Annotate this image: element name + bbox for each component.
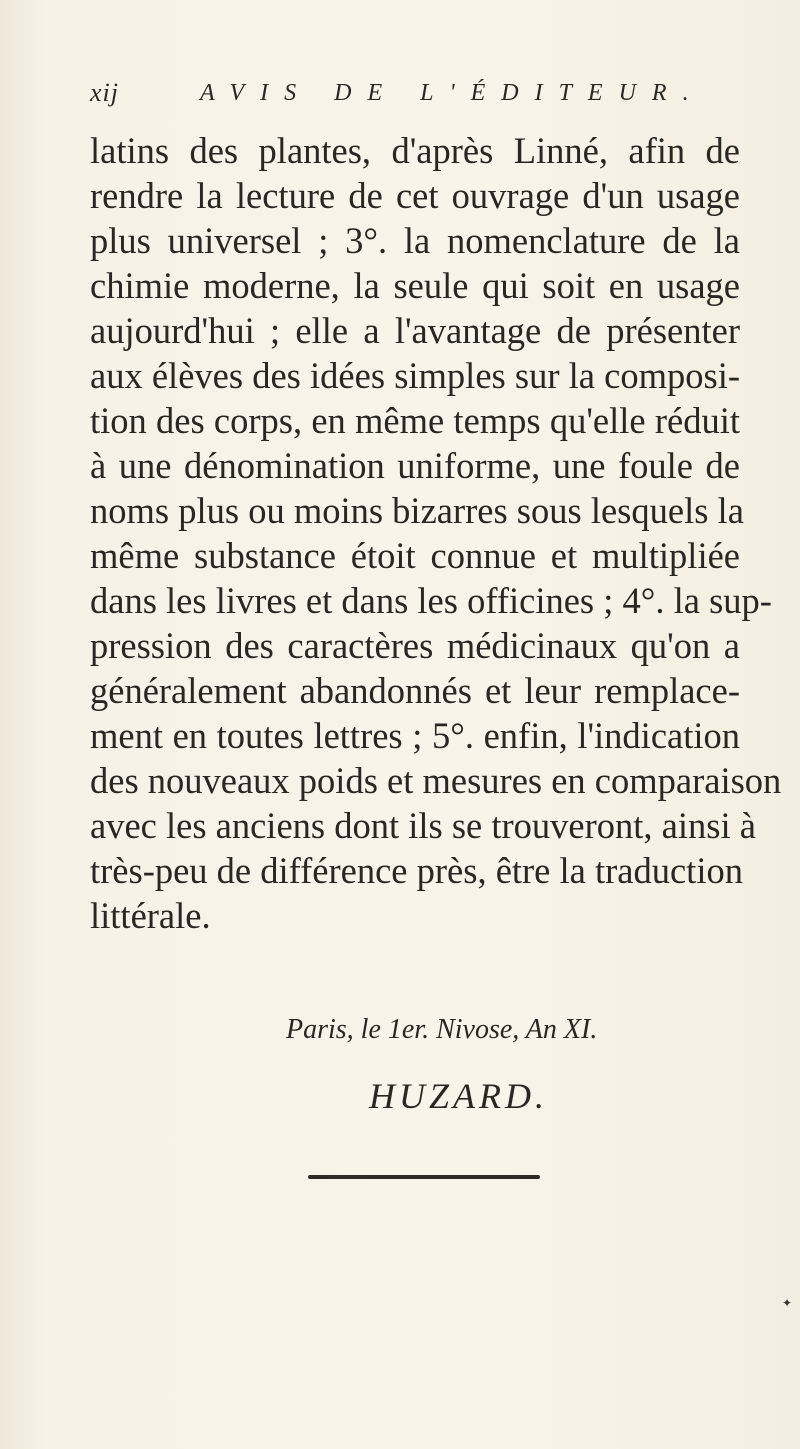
text-line: avec les anciens dont ils se trouveront, ainsi à [90,805,756,846]
text-line: même substance étoit connue et multipliée [90,535,740,576]
text-line: des nouveaux poids et mesures en comparaison [90,760,782,801]
page-number: xij [90,78,119,107]
text-line: ment en toutes lettres ; 5°. enfin, l'indication [90,715,740,756]
text-line: très-peu de différence près, être la traduction [90,850,743,891]
divider-rule [308,1175,540,1179]
text-line: à une dénomination uniforme, une foule de [90,445,740,486]
dateline: Paris, le 1er. Nivose, An XI. [286,1014,598,1045]
text-line: plus universel ; 3°. la nomenclature de la [90,220,740,261]
text-line: noms plus ou moins bizarres sous lesquels la [90,490,744,531]
text-line: aujourd'hui ; elle a l'avantage de présenter [90,310,740,351]
signature: HUZARD. [369,1076,548,1116]
text-line: aux élèves des idées simples sur la composi- [90,355,740,396]
text-line: généralement abandonnés et leur remplace- [90,670,740,711]
text-line: rendre la lecture de cet ouvrage d'un usage [90,175,740,216]
running-title: AVIS DE L'ÉDITEUR. [200,80,705,106]
body-text [90,128,782,938]
text-line: pression des caractères médicinaux qu'on a [90,625,740,666]
text-line: latins des plantes, d'après Linné, afin de [90,130,740,171]
text-line-last: littérale. [90,895,211,936]
fleuron-icon: ✦ [782,1296,793,1310]
text-line: tion des corps, en même temps qu'elle réduit [90,400,740,441]
page-header [90,78,730,118]
text-line: dans les livres et dans les officines ; 4°. la sup- [90,580,772,621]
text-line: chimie moderne, la seule qui soit en usage [90,265,740,306]
